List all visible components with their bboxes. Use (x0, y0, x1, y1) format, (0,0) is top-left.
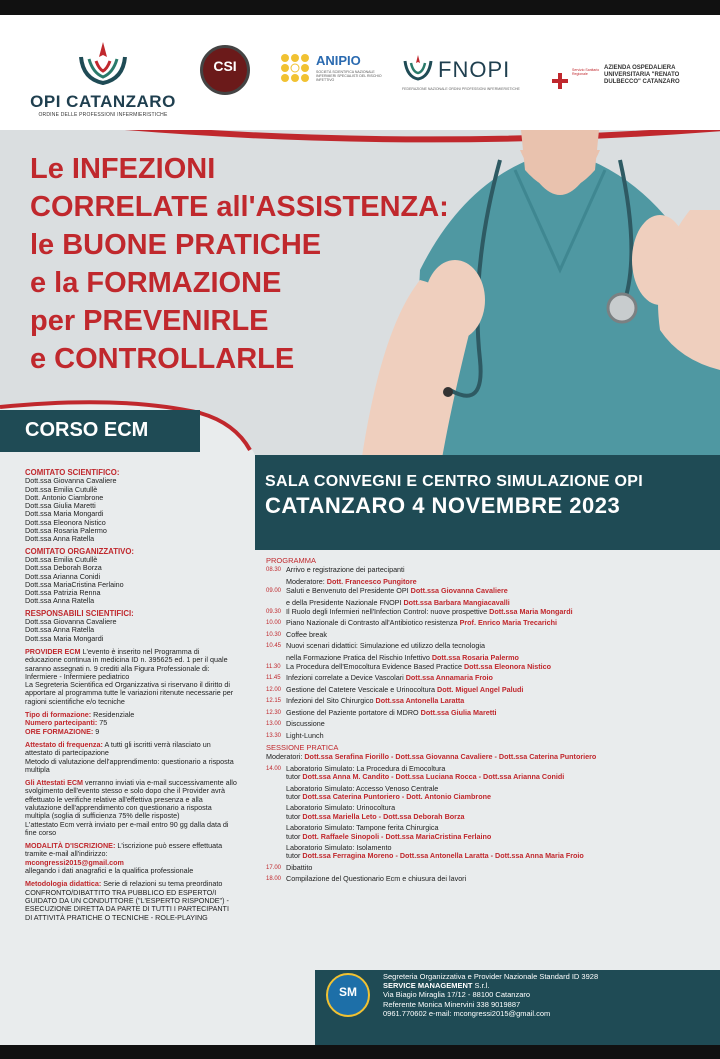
program-description: Piano Nazionale di Contrasto all'Antibiotico resistenza (286, 618, 458, 628)
lab-title: Laboratorio Simulato: Urinocoltura (286, 803, 396, 813)
program-text (286, 619, 696, 627)
program-column (266, 556, 706, 887)
anipio-subtitle: SOCIETÀ SCIENTIFICA NAZIONALE INFERMIERI SPECIALISTI DEL RISCHIO INFETTIVO (316, 70, 382, 82)
main-title (30, 150, 510, 378)
lab-item (266, 844, 706, 861)
lab-tutors: Dott. Raffaele Sinopoli - Dott.ssa MariaCristina Ferlaino (302, 831, 492, 841)
footer-line1: Segreteria Organizzativa e Provider Nazionale Standard ID 3928 (383, 972, 599, 981)
lab-title: Laboratorio Simulato: Tampone ferita Chirurgica (286, 823, 439, 833)
program-text (286, 732, 696, 740)
list-item: Dott.ssa MariaCristina Ferlaino (25, 579, 124, 589)
anipio-name: ANIPIO (316, 53, 361, 68)
footer-contacts[interactable]: 0961.770602 e-mail: mcongressi2015@gmail.com (383, 1008, 551, 1018)
cross-icon (552, 73, 568, 89)
ore-row (25, 728, 237, 736)
program-item (266, 663, 706, 671)
segreteria-text: La Segreteria Scientifica ed Organizzativa si riservano il diritto di apportare al programma tutte le variazioni ritenute necessarie per ragioni scientifiche e/o tecniche (25, 680, 234, 706)
opi-subtitle: ORDINE DELLE PROFESSIONI INFERMIERISTICHE (38, 112, 168, 118)
program-speaker: Dott. Miguel Angel Paludi (437, 684, 524, 694)
hospital-small-text: Servizio Sanitario Regionale (572, 68, 600, 76)
attestato-ecm-text: L'attestato Ecm verrà inviato per e-mail entro 90 gg dalla data di fine corso (25, 819, 229, 837)
program-description: Moderatore: (286, 576, 325, 586)
responsabili-title: RESPONSABILI SCIENTIFICI: (25, 608, 134, 618)
closing-list (266, 864, 706, 884)
program-description: Coffee break (286, 629, 328, 639)
moderators-row (266, 753, 706, 761)
allegando-text: allegando i dati anagrafici e la qualifica professionale (25, 866, 194, 876)
lab-item (266, 824, 706, 841)
program-item (266, 578, 706, 586)
program-time: 10.30 (266, 631, 282, 638)
title-line: Le INFEZIONI (30, 153, 216, 185)
program-time: 09.30 (266, 609, 282, 616)
metodologia-text: Serie di relazioni su tema preordinato CONFRONTO/DIBATTITO TRA PUBBLICO ED ESPERTO/I GUIDATO DA UN CONDUTTORE ("L'ESPERTO RISPONDE") - ESECUZIONE DIRETTA DA PARTE DI TUTTI I PARTECIPANTI DI ATTIVITÀ PRATICHE O TECNICHE - ROLE-PLAYING (25, 879, 229, 922)
program-item (266, 619, 706, 627)
list-item: Dott.ssa Arianna Conidi (25, 571, 101, 581)
program-description: Saluti e Benvenuto del Presidente OPI (286, 586, 409, 596)
tipo-value: Residenziale (93, 710, 135, 720)
program-text (286, 642, 696, 650)
program-speaker: Dott.ssa Barbara Mangiacavalli (403, 597, 510, 607)
program-item (266, 631, 706, 639)
title-line: e CONTROLLARLE (30, 343, 295, 375)
program-time: 12.30 (266, 709, 282, 716)
program-description: Discussione (286, 719, 325, 729)
program-speaker: Dott.ssa Giulia Maretti (420, 707, 497, 717)
program-description: Infezioni del Sito Chirurgico (286, 696, 374, 706)
comitato-scientifico-title: COMITATO SCIENTIFICO: (25, 468, 120, 477)
list-item: Dott.ssa Emilia Cutullè (25, 554, 98, 564)
event-date: 4 NOVEMBRE 2023 (412, 493, 621, 518)
program-text (286, 631, 696, 639)
program-text (286, 697, 696, 705)
provider-label: PROVIDER ECM (25, 646, 81, 656)
moderators-names: Dott.ssa Serafina Fiorillo - Dott.ssa Giovanna Cavaliere - Dott.ssa Caterina Puntoriero (304, 752, 597, 762)
footer-address: Via Biagio Miraglia 17/12 - 88100 Catanzaro (383, 990, 531, 1000)
lab-tutors: Dott.ssa Mariella Leto - Dott.ssa Deborah Borza (302, 811, 465, 821)
lab-tutor-row (286, 833, 696, 841)
program-speaker: Dott.ssa Rosaria Palermo (431, 652, 519, 662)
gli-attestati-row (25, 779, 237, 820)
lab-tutor-row (286, 813, 696, 821)
title-line: per PREVENIRLE (30, 305, 269, 337)
lab-title: Laboratorio Simulato: Accesso Venoso Centrale (286, 783, 439, 793)
program-text (286, 720, 696, 728)
closing-item (266, 864, 706, 872)
program-item (266, 709, 706, 717)
title-line: e la FORMAZIONE (30, 267, 282, 299)
lab-item (266, 765, 706, 782)
lab-tutor-row (286, 793, 696, 801)
lab-tutor-label: tutor (286, 851, 301, 861)
lab-title: Laboratorio Simulato: La Procedura di Emocoltura (286, 763, 446, 773)
lab-time: 14.00 (266, 765, 282, 772)
lab-tutor-row (286, 773, 696, 781)
list-item: Dott.ssa Emilia Cutullè (25, 484, 98, 494)
program-text (286, 599, 696, 607)
list-item: Dott.ssa Anna Ratella (25, 534, 95, 544)
corso-ecm-label: CORSO ECM (25, 419, 149, 441)
program-time: 10.45 (266, 643, 282, 650)
program-item (266, 654, 706, 662)
footer-referente: Referente Monica Minervini 338 9019887 (383, 999, 521, 1009)
program-text (286, 654, 696, 662)
attestato-label: Attestato di frequenza: (25, 739, 103, 749)
ore-value: 9 (95, 726, 100, 736)
modalita-text: L'iscrizione può essere effettuata tramite e-mail all'indirizzo: (25, 841, 223, 859)
program-description: Gestione del Catetere Vescicale e Urinocoltura (286, 684, 436, 694)
lab-tutor-label: tutor (286, 791, 301, 801)
metodologia-label: Metodologia didattica: (25, 879, 102, 889)
program-description: Light-Lunch (286, 730, 324, 740)
lab-item (266, 804, 706, 821)
program-speaker: Dott.ssa Annamaria Froio (405, 673, 493, 683)
fnopi-name: FNOPI (438, 57, 511, 82)
list-item: Dott.ssa Patrizia Renna (25, 588, 101, 598)
lab-text (286, 844, 696, 861)
closing-text: Dibattito (286, 862, 313, 872)
metodologia-row (25, 880, 237, 921)
gli-attestati-label: Gli Attestati ECM (25, 778, 84, 788)
sessione-pratica-title: SESSIONE PRATICA (266, 742, 339, 752)
program-text (286, 686, 696, 694)
program-item (266, 599, 706, 607)
ore-label: ORE FORMAZIONE: (25, 726, 94, 736)
provider-paragraph (25, 648, 237, 681)
opi-catanzaro-logo (28, 37, 178, 118)
poster (0, 15, 720, 1045)
opi-hands-icon (73, 37, 133, 87)
program-text (286, 587, 696, 595)
program-speaker: Dott.ssa Giovanna Cavaliere (410, 586, 508, 596)
fnopi-hands-icon (402, 53, 434, 81)
metodo-text: Metodo di valutazione dell'apprendimento: questionario a risposta multipla (25, 756, 234, 774)
program-time: 09.00 (266, 588, 282, 595)
lab-tutor-label: tutor (286, 811, 301, 821)
lab-tutors: Dott.ssa Ferragina Moreno - Dott.ssa Antonella Laratta - Dott.ssa Anna Maria Froio (302, 851, 584, 861)
program-text (286, 566, 696, 574)
footer-info (383, 972, 713, 1018)
list-item: Dott.ssa Giulia Maretti (25, 501, 96, 511)
list-item: Dott.ssa Giovanna Cavaliere (25, 617, 117, 627)
fnopi-subtitle: FEDERAZIONE NAZIONALE ORDINI PROFESSIONI INFERMIERISTICHE (402, 87, 520, 91)
list-item: Dott.ssa Maria Mongardi (25, 633, 104, 643)
program-time: 08.30 (266, 567, 282, 574)
program-description: Arrivo e registrazione dei partecipanti (286, 565, 405, 575)
program-time: 10.00 (266, 620, 282, 627)
program-description: nella Formazione Pratica del Rischio Infettivo (286, 652, 430, 662)
program-description: Il Ruolo degli Infermieri nell'Infection Control: nuove prospettive (286, 607, 488, 617)
left-column (25, 465, 237, 922)
closing-text: Compilazione del Questionario Ecm e chiusura dei lavori (286, 874, 467, 884)
title-line: le BUONE PRATICHE (30, 229, 322, 261)
program-speaker: Dott. Francesco Pungitore (326, 576, 417, 586)
program-text (286, 608, 696, 616)
list-item: Dott.ssa Eleonora Nistico (25, 517, 106, 527)
opi-name: OPI CATANZARO (30, 92, 176, 111)
programma-title: PROGRAMMA (266, 556, 317, 565)
numero-value: 75 (99, 718, 108, 728)
program-list (266, 566, 706, 740)
program-item (266, 720, 706, 728)
footer-company: SERVICE MANAGEMENT (383, 981, 473, 991)
program-item (266, 587, 706, 595)
comitato-organizzativo-title: COMITATO ORGANIZZATIVO: (25, 546, 134, 556)
attestato-row (25, 741, 237, 758)
lab-tutors: Dott.ssa Anna M. Candito - Dott.ssa Luciana Rocca - Dott.ssa Arianna Conidi (302, 772, 565, 782)
title-line: CORRELATE all'ASSISTENZA: (30, 191, 449, 223)
event-city: CATANZARO (265, 493, 406, 518)
program-item (266, 732, 706, 740)
logo-bar (0, 15, 720, 130)
program-speaker: Prof. Enrico Maria Trecarichi (459, 618, 558, 628)
program-speaker: Dott.ssa Antonella Laratta (375, 696, 465, 706)
modalita-row (25, 842, 237, 859)
program-time: 13.00 (266, 721, 282, 728)
email-link[interactable]: mcongressi2015@gmail.com (25, 857, 124, 867)
csi-text: CSI (213, 58, 237, 74)
lab-tutors: Dott.ssa Caterina Puntoriero - Dott. Antonio Ciambrone (302, 791, 492, 801)
event-date-line (265, 493, 620, 519)
program-time: 11.30 (266, 664, 281, 671)
lab-text (286, 765, 696, 782)
program-description: e della Presidente Nazionale FNOPI (286, 597, 402, 607)
program-time: 12.15 (266, 698, 282, 705)
program-text (286, 663, 696, 671)
lab-tutor-label: tutor (286, 772, 301, 782)
numero-label: Numero partecipanti: (25, 718, 98, 728)
attestato-text: A tutti gli iscritti verrà rilasciato un attestato di partecipazione (25, 739, 211, 758)
moderators-label: Moderatori: (266, 752, 303, 762)
hospital-name: AZIENDA OSPEDALIERA UNIVERSITARIA "RENATO DULBECCO" CATANZARO (604, 65, 680, 85)
modalita-label: MODALITÀ D'ISCRIZIONE: (25, 841, 116, 851)
list-item: Dott. Antonio Ciambrone (25, 492, 104, 502)
lab-list (266, 765, 706, 861)
service-management-logo (326, 973, 370, 1017)
footer-company-suffix: S.r.l. (472, 981, 490, 991)
closing-time: 17.00 (266, 864, 282, 871)
list-item: Dott.ssa Anna Ratella (25, 596, 95, 606)
lab-tutor-row (286, 852, 696, 860)
gli-attestati-text: verranno inviati via e-mail successivamente allo svolgimento dell'evento stesso e solo dopo che il Provider avrà effettuato le verifiche relative all'effettiva presenza e alla valutazione dell'apprendimento con questionario a risposta multipla (soglia di sufficienza 75% delle risposte) (25, 778, 237, 821)
provider-text: L'evento è inserito nel Programma di educazione continua in medicina ID n. 395625 ed. 1 per il quale saranno assegnati n. 9 crediti alla Figura Professionale di: Infermiere - Infermiere pediatrico (25, 646, 228, 681)
lab-title: Laboratorio Simulato: Isolamento (286, 842, 392, 852)
program-speaker: Dott.ssa Eleonora Nistico (463, 662, 552, 672)
program-time: 13.30 (266, 732, 282, 739)
program-item (266, 608, 706, 616)
lab-tutor-label: tutor (286, 831, 301, 841)
program-description: Gestione del Paziente portatore di MDRO (286, 707, 419, 717)
program-item (266, 697, 706, 705)
program-text (286, 674, 696, 682)
list-item: Dott.ssa Anna Ratella (25, 625, 95, 635)
lab-item (266, 785, 706, 802)
program-item (266, 642, 706, 650)
list-item: Dott.ssa Giovanna Cavaliere (25, 476, 117, 486)
program-description: Nuovi scenari didattici: Simulazione ed utilizzo della tecnologia (286, 641, 485, 651)
csi-logo (200, 45, 250, 95)
tipo-label: Tipo di formazione: (25, 710, 92, 720)
event-venue: SALA CONVEGNI E CENTRO SIMULAZIONE OPI (265, 473, 643, 490)
program-time: 11.45 (266, 675, 281, 682)
anipio-dots-icon (280, 53, 310, 83)
program-time: 12.00 (266, 686, 282, 693)
program-text (286, 709, 696, 717)
list-item: Dott.ssa Deborah Borza (25, 563, 102, 573)
program-description: Infezioni correlate a Device Vascolari (286, 673, 404, 683)
program-item (266, 566, 706, 574)
sm-logo-text: SM (339, 985, 357, 999)
program-item (266, 686, 706, 694)
closing-time: 18.00 (266, 876, 282, 883)
lab-text (286, 785, 696, 802)
footer-company-row (383, 981, 713, 990)
closing-item (266, 875, 706, 883)
program-description: La Procedura dell'Emocoltura Evidence Based Practice (286, 662, 462, 672)
list-item: Dott.ssa Maria Mongardi (25, 509, 104, 519)
program-item (266, 674, 706, 682)
program-text (286, 578, 696, 586)
lab-text (286, 804, 696, 821)
list-item: Dott.ssa Rosaria Palermo (25, 526, 107, 536)
lab-text (286, 824, 696, 841)
program-speaker: Dott.ssa Maria Mongardi (489, 607, 573, 617)
